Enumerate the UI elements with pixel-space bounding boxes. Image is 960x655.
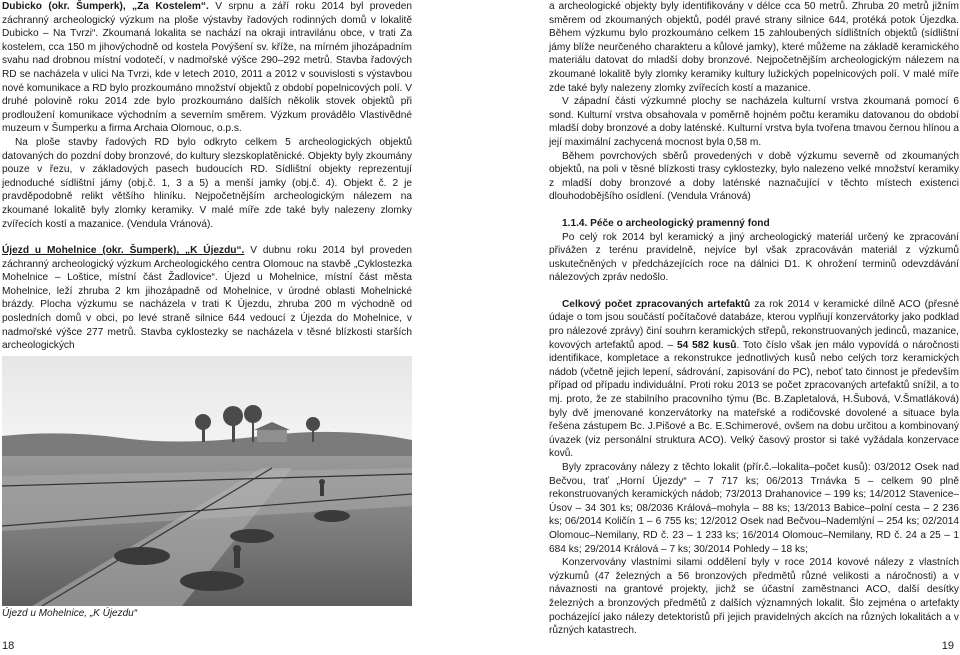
right-column (549, 0, 959, 638)
photo-caption: Újezd u Mohelnice, „K Újezdu“ (2, 608, 138, 619)
text-total-artifacts-b: . Toto číslo však jen málo vypovídá o náročnosti identifikace, kompletace a rekonstrukce jednotlivých kusů nebo celých torz keramických nádob (včetně jejich lepení, sádrování, zapisování do PC), neboť tato činnost je především případ od případu individuální. Proti roku 2013 se počet zpracovaných artefaktů snížil, a to mj. proto, že ze stabilního pracovního týmu (Bc. B.Zapletalová, H.Šubová, V.Šmatláková) byly dvě jmenované konzervátorky na mateřské a rodičovské dovolené a situace byla řešena zástupem Bc. J.Pišové a Bc. E.Schimerové, ovšem na dobu určitou a kombinovaný úvazek (viz personální struktura ACO). Velký časový prostor si také vyžádala konzervace kovů. (549, 339, 959, 460)
paragraph-dubicko-results: Na ploše stavby řadových RD bylo odkryto celkem 5 archeologických objektů datovaných do pozdní doby bronzové, do kultury slezskoplatěnické. Objekty byly zkoumány pouze v řezu, v základových pasech budoucích RD. Sídlištní objekty reprezentují jednoduché sídlištní jámy (obj.č. 1, 3 a 5) a menší jamky (obj.č. 4). Objekt č. 2 je pravděpodobně relikt většího hliníku. Nejpočetnějším archeologickým nálezem na zkoumané lokalitě byly zlomky keramiky. V malé míře zde také byly nalezeny zlomky zvířecích kostí a mazanice. (Vendula Vránová). (2, 136, 412, 230)
heading-dubicko: Dubicko (okr. Šumperk), „Za Kostelem“. (2, 1, 209, 12)
excavation-photo (2, 356, 412, 606)
paragraph-locality-list: Byly zpracovány nálezy z těchto lokalit (přír.č.–lokalita–počet kusů): 03/2012 Osek nad Bečvou, trať „Horní Újezdy“ – 7 717 ks; 06/2013 Trnávka 5 – celkem 90 plně rekonstruovaných keramických nádob; 73/2013 Drahanovice – 199 ks; 14/2012 Stavenice–Úsov – 34 301 ks; 08/2036 Králová–mohyla – 88 ks; 13/2013 Babice–polní cesta – 2 236 ks; 06/2014 Količín 1 – 6 755 ks; 12/2012 Osek nad Bečvou–Nademlýní – 254 ks; 02/2014 Olomouc–Nemilany, RD č. 23 – 1 233 ks; 16/2014 Olomouc–Nemilany, RD č. 24 a 25 – 1 684 ks; 29/2014 Králová – 7 ks; 30/2014 Pohledy – 18 ks; (549, 462, 959, 555)
section-heading-care: 1.1.4. Péče o archeologický pramenný fond (562, 217, 770, 229)
paragraph-ujezd (2, 244, 412, 353)
spacer (549, 285, 959, 298)
paragraph-metal-conservation: Konzervovány vlastními silami oddělení byly v roce 2014 kovové nálezy z vlastních výzkumů (47 železných a 56 bronzových předmětů různé velikosti a náročnosti) a v návaznosti na grantové projekty, jichž se účastní zaměstnanci ACO, další desítky železných a bronzových předmětů z dalších významných lokalit. Šlo zejména o artefakty pocházející jako nálezy detektoristů při jejich pravidelných akcích na různých lokalitách a v různých katastrech. (549, 557, 959, 637)
spacer (549, 204, 959, 217)
text-total-artifacts-a: za rok 2014 v keramické dílně ACO (přesné údaje o tom jsou součástí počítačové databáze, kterou vyplňují konzervátorky jako podklad pro nálezové zprávy) činí souhrn keramických střepů, rekonstruovaných jedinců, mazanice, kovových artefaktů apod. – (549, 298, 959, 351)
page-number-right: 19 (941, 640, 954, 652)
paragraph-total-artifacts (549, 298, 959, 461)
heading-total-artifacts: Celkový počet zpracovaných artefaktů (562, 298, 751, 310)
left-column (2, 0, 412, 353)
text-dubicko: V srpnu a září roku 2014 byl proveden záchranný archeologický výzkum na ploše výstavby řadových rodinných domů v lokalitě Dubicko – Na Tvrzi“. Zkoumaná lokalita se nachází na okraji intravilánu obce, v trati Za kostelem, cca 150 m jihovýchodně od kostela Povýšení sv. kříže, na mírném jihozápadním svahu nad drobnou místní vodotečí, v nadmořské výšce 290–292 metrů. Stavba řadových RD se nacházela v ulici Na Tvrzi, kde v letech 2010, 2011 a 2012 v souvislosti s výstavbou nové komunikace a RD bylo prozkoumáno množství objektů z období popelnicových polí. V druhé polovině roku 2014 zde bylo prozkoumáno dalších několik stovek objektů při prodloužení komunikace východním a severním směrem. Výzkum provádělo Vlastivědné muzeum v Šumperku a firma Archaia Olomouc, o.p.s. (2, 1, 413, 135)
paragraph-ujezd-continued: a archeologické objekty byly identifikovány v délce cca 50 metrů. Zhruba 20 metrů jižním směrem od zkoumaných objektů, podél pravé strany silnice 644, protéká potok Újezdka. Během výzkumu bylo prozkoumáno celkem 15 zahloubených sídlištních objektů (sídlištní jámy blíže neurčeného charakteru a kůlové jamky), které můžeme na základě keramického materiálu datovat do mladší doby bronzové. Nejpočetnějším archeologickým nálezem na zkoumané lokalitě byly zlomky keramiky kultury lužických popelnicových polí. V malé míře zde také byly nalezeny zlomky zvířecích kostí a mazanice. (549, 1, 959, 94)
text-ujezd: V dubnu roku 2014 byl proveden záchranný archeologický výzkum Archeologického centra Olomouc na stavbě „Cyklostezka Mohelnice – Loštice, místní část Žadlovice“. Újezd u Mohelnice, místní část města Mohelnice, leží zhruba 2 km jihozápadně od Mohelnice, v úrodné oblasti Mohelnické brázdy. Plocha výzkumu se nacházela v trati K Újezdu, zhruba 200 m východně od posledních domů v obci, po levé straně silnice 644 vedoucí z Újezda do Mohelnice, v nadmořské výšce 277 metrů. Stavba cyklostezky se nacházela v těsné blízkosti starších archeologických (2, 245, 413, 352)
paragraph-processing: Po celý rok 2014 byl keramický a jiný archeologický materiál určený ke zpracování přivážen z terénu pravidelně, nejvíce byl však zpracováván materiál z výzkumů uskutečněných v předcházejících roce na dálnici D1. K ohrožení terminů odevzdávání nálezových zpráv nedošlo. (549, 231, 959, 284)
spacer (2, 231, 412, 244)
paragraph-cultural-layer: V západní části výzkumné plochy se nacházela kulturní vrstva zkoumaná pomocí 6 sond. Kulturní vrstva obsahovala v poměrně hojném počtu keramiku datovanou do období mladší doby bronzové a doby laténské. Kulturní vrstva byla tvořena tmavou černou hlínou a její maximální zachycená mocnost byla 0,58 m. (549, 96, 959, 148)
paragraph-surface-finds: Během povrchových sběrů provedených v době výzkumu severně od zkoumaných objektů, na poli v těsné blízkosti trasy cyklostezky, bylo nalezeno velké množství keramiky z mladší doby bronzové a doby laténské naznačující v těchto místech existenci dlouhodobějšího osídlení. (Vendula Vránová) (549, 150, 959, 203)
heading-ujezd: Újezd u Mohelnice (okr. Šumperk), „K Újezdu“. (2, 245, 245, 257)
paragraph-dubicko (2, 0, 412, 136)
artifact-count: 54 582 kusů (676, 339, 737, 351)
page-number-left: 18 (2, 640, 15, 652)
